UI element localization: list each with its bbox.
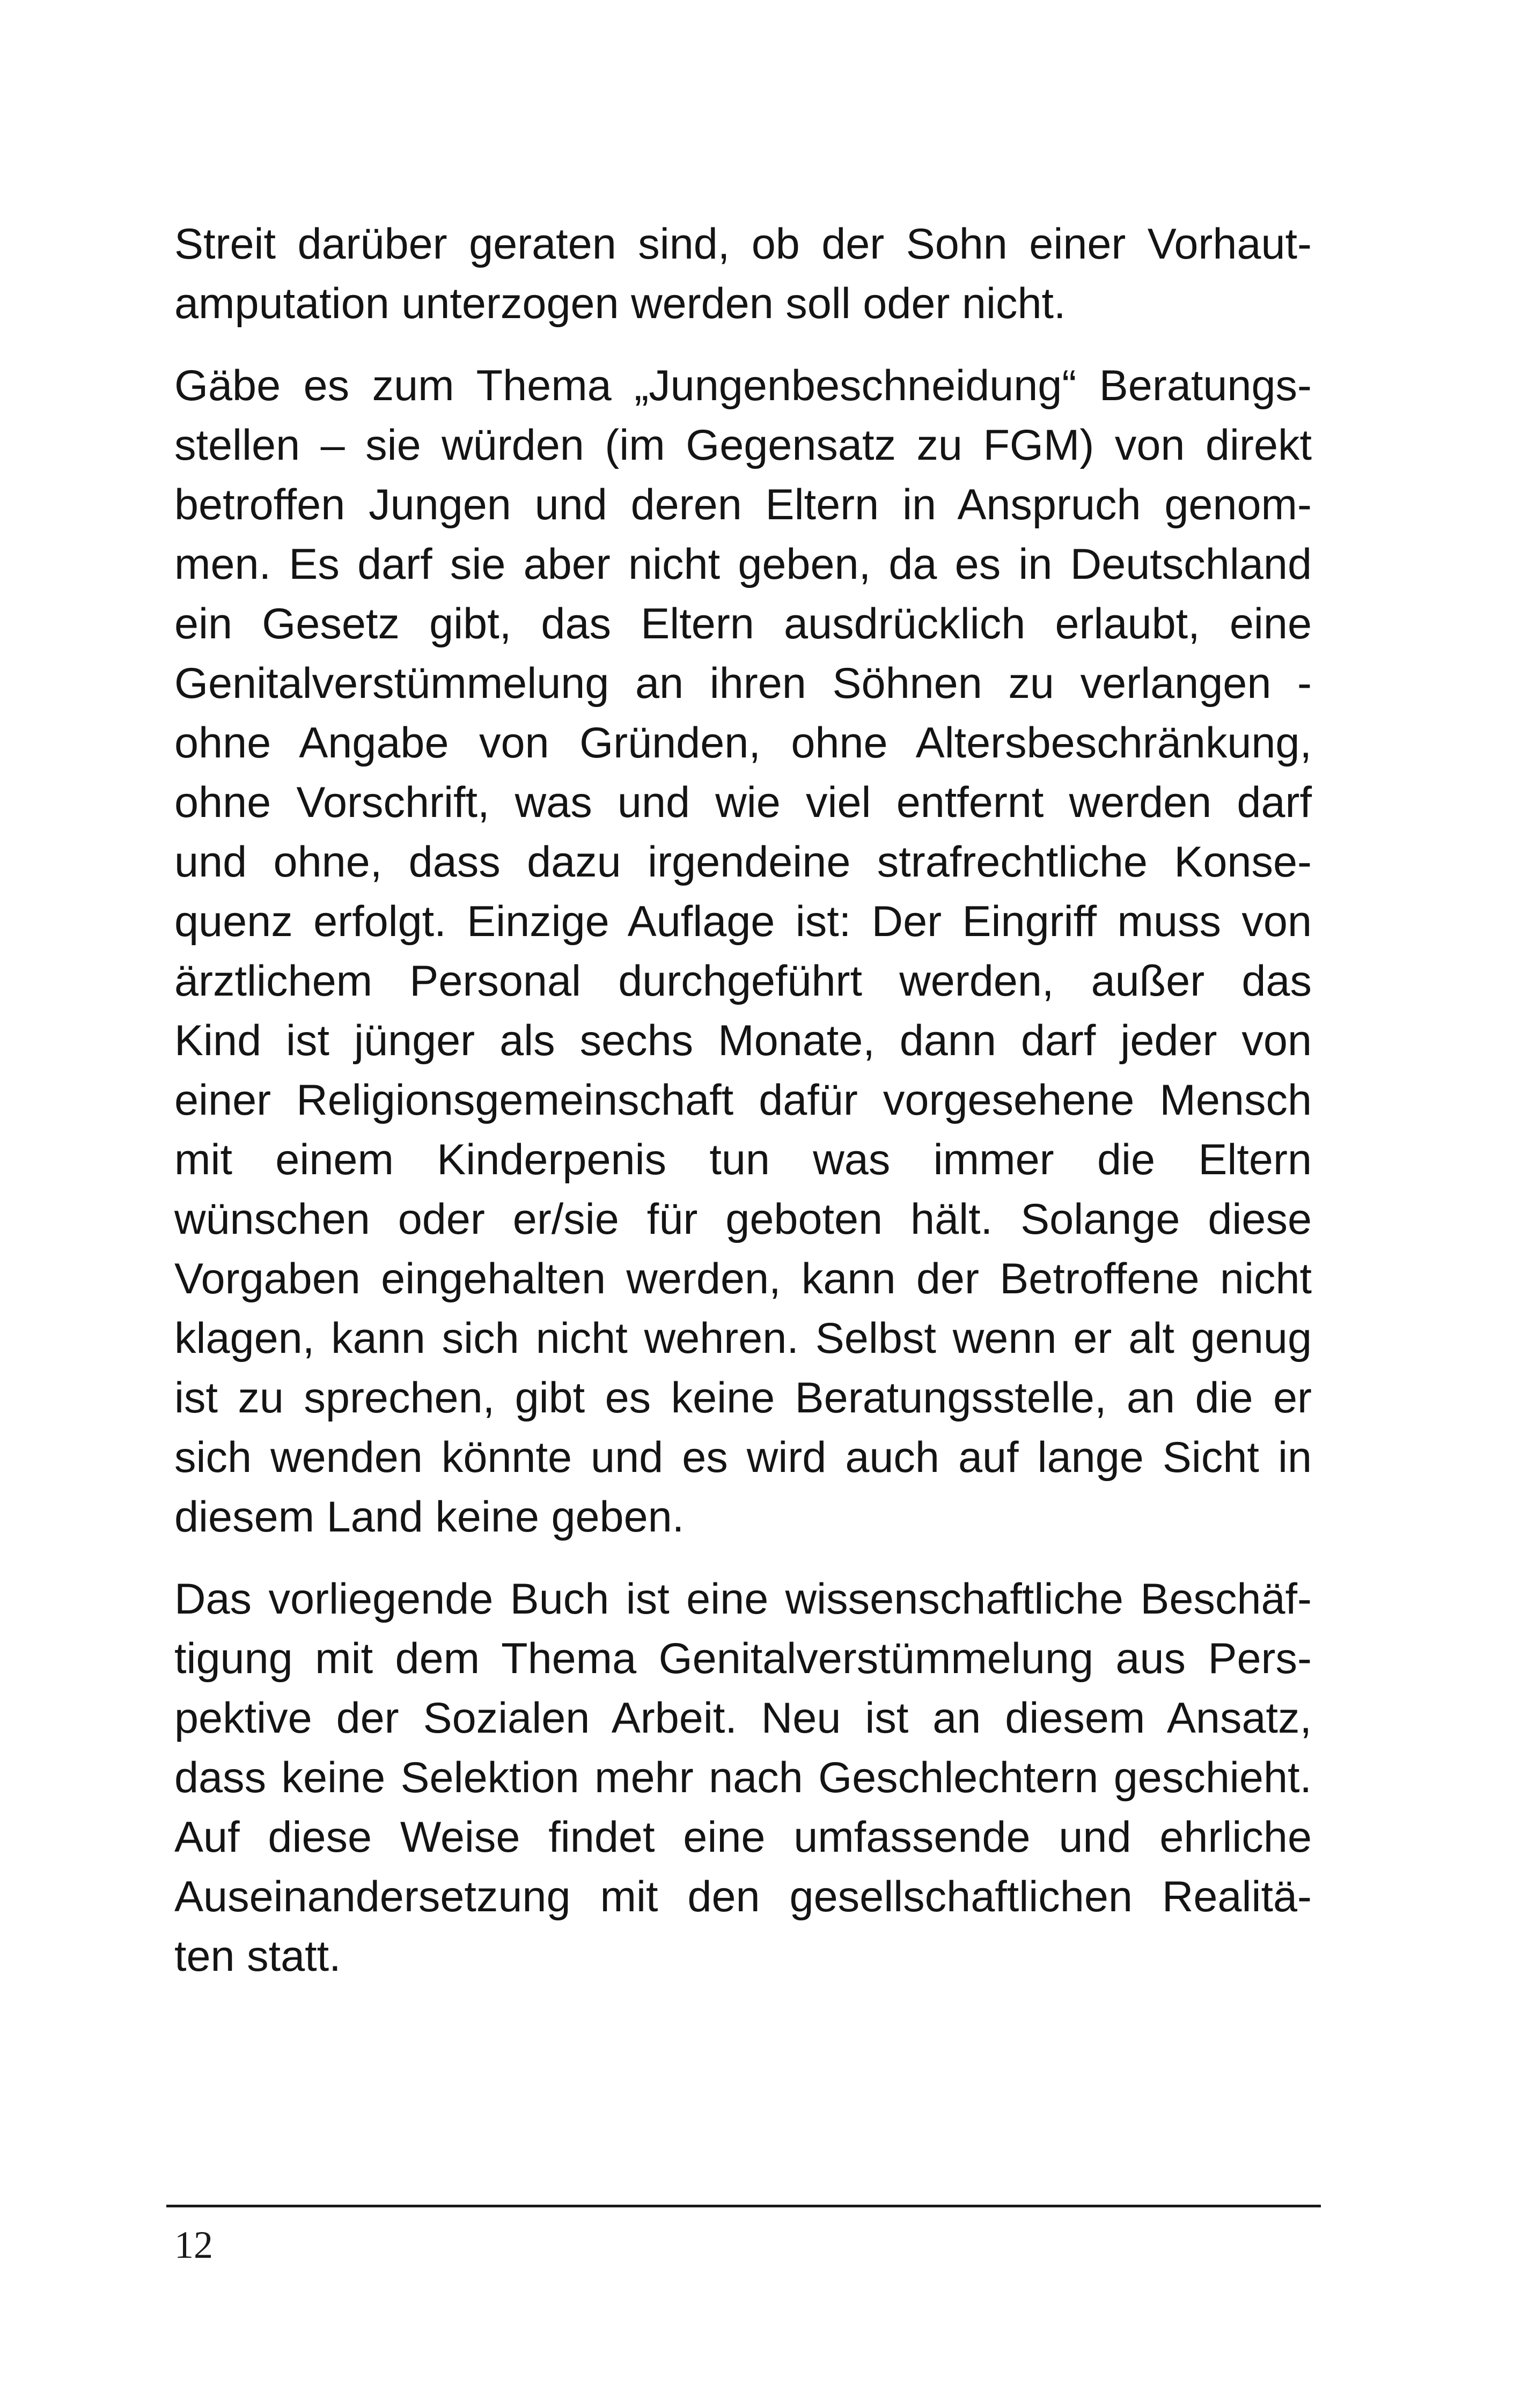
text-line: ohne Angabe von Gründen, ohne Altersbeschränkung, bbox=[174, 719, 1312, 767]
page-number: 12 bbox=[174, 2223, 213, 2266]
text-line: Vorgaben eingehalten werden, kann der Betroffene nicht bbox=[174, 1255, 1312, 1303]
text-line: sich wenden könnte und es wird auch auf lange Sicht in bbox=[174, 1433, 1312, 1482]
text-line: dass keine Selektion mehr nach Geschlechtern geschieht. bbox=[174, 1754, 1312, 1802]
text-line: Gäbe es zum Thema „Jungenbeschneidung“ Beratungs- bbox=[174, 362, 1312, 410]
text-line: amputation unterzogen werden soll oder nicht. bbox=[174, 279, 1066, 328]
text-line: ist zu sprechen, gibt es keine Beratungsstelle, an die er bbox=[174, 1374, 1312, 1422]
paragraph bbox=[174, 1570, 1312, 1986]
text-line: men. Es darf sie aber nicht geben, da es in Deutschland bbox=[174, 540, 1312, 588]
text-line: und ohne, dass dazu irgendeine strafrechtliche Konse- bbox=[174, 838, 1312, 886]
text-line: ein Gesetz gibt, das Eltern ausdrücklich erlaubt, eine bbox=[174, 600, 1312, 648]
text-line: ärztlichem Personal durchgeführt werden, außer das bbox=[174, 957, 1312, 1005]
text-line: ten statt. bbox=[174, 1932, 341, 1980]
text-line: Kind ist jünger als sechs Monate, dann darf jeder von bbox=[174, 1017, 1312, 1065]
text-line: Das vorliegende Buch ist eine wissenschaftliche Beschäf- bbox=[174, 1575, 1312, 1623]
text-line: pektive der Sozialen Arbeit. Neu ist an diesem Ansatz, bbox=[174, 1694, 1312, 1742]
text-line: stellen – sie würden (im Gegensatz zu FGM) von direkt bbox=[174, 421, 1312, 469]
text-line: Streit darüber geraten sind, ob der Sohn einer Vorhaut- bbox=[174, 220, 1312, 268]
paragraph bbox=[174, 215, 1312, 334]
text-line: mit einem Kinderpenis tun was immer die Eltern bbox=[174, 1136, 1312, 1184]
text-line: wünschen oder er/sie für geboten hält. Solange diese bbox=[174, 1195, 1312, 1243]
text-line: klagen, kann sich nicht wehren. Selbst wenn er alt genug bbox=[174, 1314, 1312, 1363]
text-line: Auseinandersetzung mit den gesellschaftlichen Realitä- bbox=[174, 1873, 1312, 1921]
paragraph bbox=[174, 356, 1312, 1547]
text-line: Genitalverstümmelung an ihren Söhnen zu verlangen - bbox=[174, 659, 1312, 708]
text-line: quenz erfolgt. Einzige Auflage ist: Der Eingriff muss von bbox=[174, 897, 1312, 946]
text-line: diesem Land keine geben. bbox=[174, 1493, 685, 1541]
text-line: betroffen Jungen und deren Eltern in Anspruch genom- bbox=[174, 481, 1312, 529]
text-line: ohne Vorschrift, was und wie viel entfernt werden darf bbox=[174, 778, 1312, 827]
text-line: tigung mit dem Thema Genitalverstümmelung aus Pers- bbox=[174, 1634, 1312, 1683]
text-line: Auf diese Weise findet eine umfassende und ehrliche bbox=[174, 1813, 1312, 1861]
body-text bbox=[174, 215, 1312, 2009]
text-line: einer Religionsgemeinschaft dafür vorgesehene Mensch bbox=[174, 1076, 1312, 1124]
footer-rule bbox=[166, 2205, 1321, 2207]
